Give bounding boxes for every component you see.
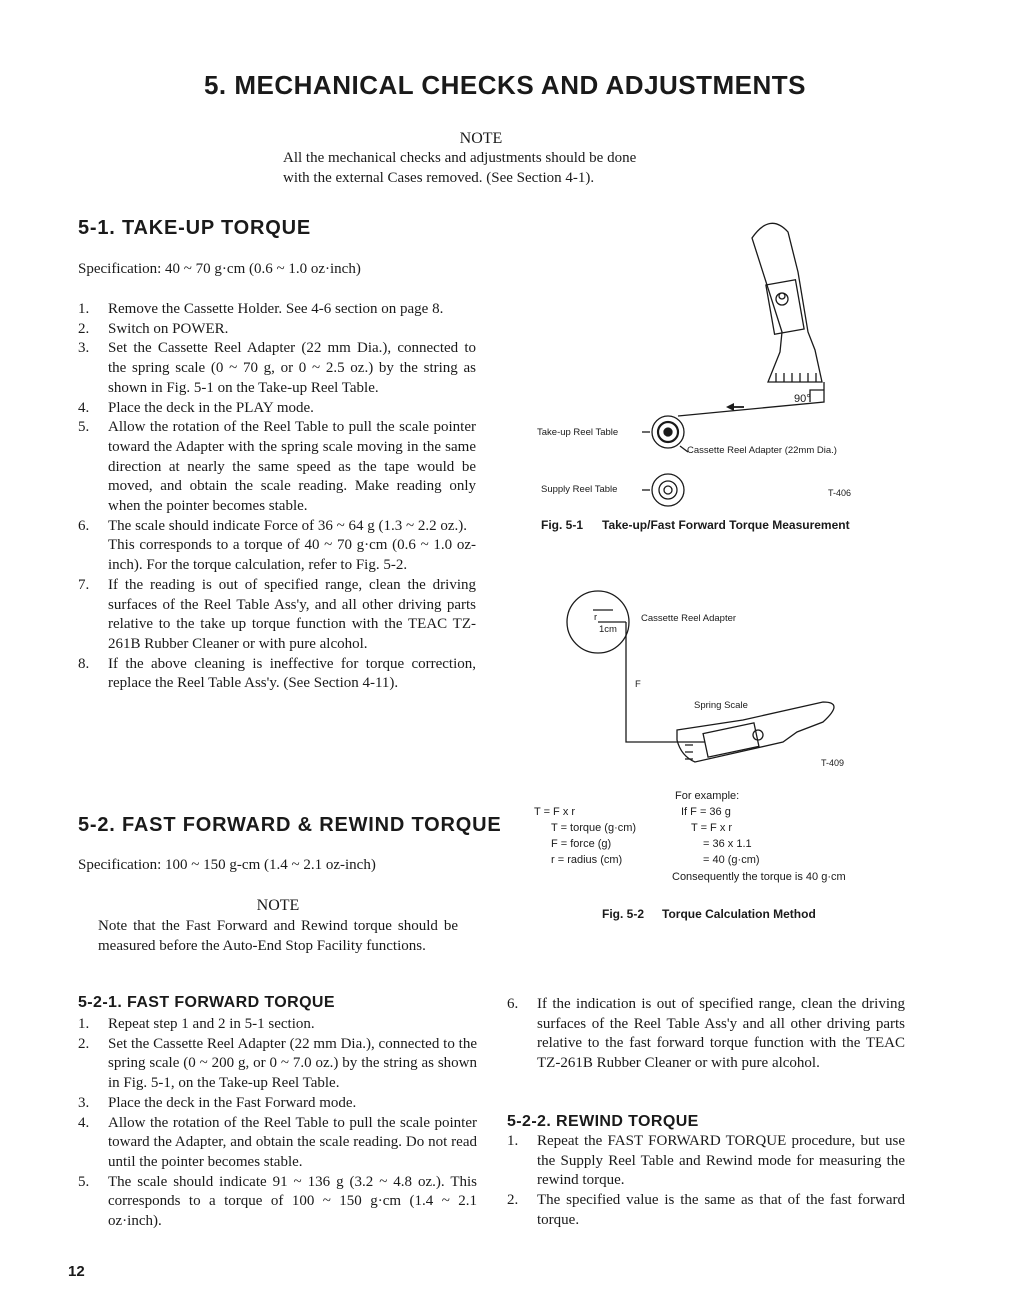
step-text: Set the Cassette Reel Adapter (22 mm Dia.), connected to the spring scale (0 ~ 200 g, or 0 ~ 7.0 oz.) by the string as shown in Fig. 5-1, on the Take-up Reel Table. xyxy=(108,1035,477,1092)
step-text: Repeat step 1 and 2 in 5-1 section. xyxy=(108,1016,315,1032)
list-item xyxy=(78,399,476,419)
fig-5-2-scale-window xyxy=(703,723,759,757)
list-item xyxy=(78,320,476,340)
takeup-reel-hub xyxy=(664,428,672,436)
step-number: 1. xyxy=(507,1133,519,1149)
step-number: 5. xyxy=(78,1173,90,1190)
list-item xyxy=(78,576,476,655)
section-5-2-spec: Specification: 100 ~ 150 g-cm (1.4 ~ 2.1 oz-inch) xyxy=(78,857,376,873)
page-number: 12 xyxy=(68,1263,85,1280)
step-text: The scale should indicate 91 ~ 136 g (3.2 ~ 4.8 oz.). This corresponds to a torque of 100 ~ 150 g·cm (1.4 ~ 2.1 oz·inch). xyxy=(108,1173,477,1230)
supply-reel-ring xyxy=(659,481,677,499)
fig-5-2-scale-label: Spring Scale xyxy=(694,700,748,711)
example-line-6: Consequently the torque is 40 g·cm xyxy=(672,871,846,883)
step-number: 2. xyxy=(78,1035,90,1052)
list-item xyxy=(78,1094,477,1114)
step-number: 3. xyxy=(78,1094,90,1111)
spring-scale-ticks xyxy=(776,373,816,382)
list-item xyxy=(78,517,476,576)
formula-line-1: T = F x r xyxy=(534,806,576,818)
list-item xyxy=(78,418,476,517)
list-item xyxy=(78,1173,477,1232)
example-line-2: If F = 36 g xyxy=(681,806,731,818)
top-note-heading: NOTE xyxy=(459,130,503,147)
fig-5-1-caption-text: Take-up/Fast Forward Torque Measurement xyxy=(602,518,850,532)
section-5-1-spec: Specification: 40 ~ 70 g·cm (0.6 ~ 1.0 oz·inch) xyxy=(78,261,361,277)
section-5-2-note-heading: NOTE xyxy=(256,897,300,914)
step-text: Allow the rotation of the Reel Table to pull the scale pointer toward the Adapter with the spring scale moving in the same direction at nearly the same speed as the tape would be moved, and obtain the scale reading. Make reading only when the pointer becomes stable. xyxy=(108,419,476,515)
example-line-3: T = F x r xyxy=(691,822,733,834)
spring-scale-window xyxy=(766,280,804,334)
fig-5-1-diagram xyxy=(530,210,880,510)
step-number: 3. xyxy=(78,340,90,357)
step-number: 6. xyxy=(507,996,519,1012)
section-5-2-note-text: Note that the Fast Forward and Rewind torque should be measured before the Auto-End Stop Facility functions. xyxy=(98,918,458,954)
section-5-2-1-heading: 5-2-1. FAST FORWARD TORQUE xyxy=(78,994,335,1011)
step-text: If the reading is out of specified range, clean the driving surfaces of the Reel Table Ass'y, and all other driving parts relative to the take up torque function with the TEAC TZ-261B Rubber Cleaner or with pure alcohol. xyxy=(108,576,476,652)
list-item xyxy=(78,339,476,398)
step-number: 7. xyxy=(78,576,90,593)
step-number: 2. xyxy=(507,1192,519,1209)
fig-5-2-r-label: r xyxy=(594,612,598,623)
step-number: 4. xyxy=(78,1114,90,1131)
top-note-line-1: All the mechanical checks and adjustments should be done xyxy=(283,150,637,166)
section-5-1-heading: 5-1. TAKE-UP TORQUE xyxy=(78,217,312,239)
fig-5-2-scale-hook xyxy=(753,730,763,740)
step-number: 1. xyxy=(78,301,90,317)
example-line-1: For example: xyxy=(675,790,740,802)
section-5-2-1-steps-continued xyxy=(507,995,905,1074)
step-text: Place the deck in the Fast Forward mode. xyxy=(108,1094,357,1111)
fig-5-2-adapter-label: Cassette Reel Adapter xyxy=(641,613,737,624)
direction-arrow-head xyxy=(726,403,734,411)
example-line-4: = 36 x 1.1 xyxy=(703,838,752,850)
list-item xyxy=(507,1132,905,1191)
list-item xyxy=(78,1035,477,1094)
step-number: 5. xyxy=(78,419,90,436)
list-item xyxy=(507,995,905,1074)
list-item xyxy=(78,1015,477,1035)
supply-reel-hub xyxy=(664,486,672,494)
spring-scale-hook-inner xyxy=(779,293,785,299)
supply-reel-table xyxy=(652,474,684,506)
page-title: 5. MECHANICAL CHECKS AND ADJUSTMENTS xyxy=(203,70,807,100)
fig-5-2-1cm-label: 1cm xyxy=(599,624,617,635)
step-text: The specified value is the same as that of the fast forward torque. xyxy=(537,1192,905,1228)
step-text: Allow the rotation of the Reel Table to pull the scale pointer toward the Adapter, and obtain the scale reading. Do not read until the pointer becomes stable. xyxy=(108,1114,477,1170)
step-text: The scale should indicate Force of 36 ~ 64 g (1.3 ~ 2.2 oz.). xyxy=(108,517,468,534)
fig-5-1-caption-number: Fig. 5-1 xyxy=(541,518,584,532)
formula-line-3: F = force (g) xyxy=(551,838,612,850)
section-5-2-2-steps xyxy=(507,1132,905,1231)
fig-5-2-caption-text: Torque Calculation Method xyxy=(662,907,816,921)
step-text: If the indication is out of specified range, clean the driving surfaces of the Reel Table Ass'y and all other driving parts relative to the fast forward torque function with the TEAC TZ-261B Rubber Cleaner or with pure alcohol. xyxy=(537,996,905,1072)
list-item xyxy=(507,1191,905,1230)
step-number: 6. xyxy=(78,517,90,534)
fig-5-1-takeup-label: Take-up Reel Table xyxy=(537,427,619,438)
section-5-2-heading: 5-2. FAST FORWARD & REWIND TORQUE xyxy=(78,814,502,836)
step-number: 4. xyxy=(78,399,90,416)
formula-line-4: r = radius (cm) xyxy=(551,854,623,866)
step-text: Switch on POWER. xyxy=(108,320,229,337)
fig-5-2-f-label: F xyxy=(635,679,641,690)
section-5-1-steps xyxy=(78,300,476,694)
step-number: 8. xyxy=(78,655,90,672)
section-5-2-2-heading: 5-2-2. REWIND TORQUE xyxy=(507,1113,699,1130)
step-text: If the above cleaning is ineffective for torque correction, replace the Reel Table Ass'y. (See Section 4-11). xyxy=(108,655,476,692)
fig-5-1-supply-label: Supply Reel Table xyxy=(541,484,618,495)
step-text: Place the deck in the PLAY mode. xyxy=(108,399,314,416)
angle-mark xyxy=(810,390,824,402)
step-number: 2. xyxy=(78,320,90,337)
step-text-extra: This corresponds to a torque of 40 ~ 70 g·cm (0.6 ~ 1.0 oz-inch). For the torque calculation, refer to Fig. 5-2. xyxy=(108,537,476,574)
section-5-2-1-steps xyxy=(78,1015,477,1232)
fig-5-2-code: T-409 xyxy=(821,758,845,768)
example-line-5: = 40 (g·cm) xyxy=(703,854,760,866)
step-number: 1. xyxy=(78,1016,90,1032)
step-text: Remove the Cassette Holder. See 4-6 section on page 8. xyxy=(108,301,444,317)
list-item xyxy=(78,300,476,320)
formula-line-2: T = torque (g·cm) xyxy=(551,822,637,834)
fig-5-1-adapter-label: Cassette Reel Adapter (22mm Dia.) xyxy=(687,445,837,456)
fig-5-2-diagram xyxy=(555,580,865,785)
angle-label: 90° xyxy=(794,393,811,405)
fig-5-1-code: T-406 xyxy=(828,488,852,498)
step-text: Repeat the FAST FORWARD TORQUE procedure, but use the Supply Reel Table and Rewind mode for measuring the rewind torque. xyxy=(537,1133,905,1189)
step-text: Set the Cassette Reel Adapter (22 mm Dia.), connected to the spring scale (0 ~ 70 g, or 0 ~ 2.5 oz.) by the string as shown in Fig. 5-1 on the Take-up Reel Table. xyxy=(108,340,476,396)
fig-5-2-caption-number: Fig. 5-2 xyxy=(602,907,645,921)
list-item xyxy=(78,1114,477,1173)
list-item xyxy=(78,655,476,694)
top-note-line-2: with the external Cases removed. (See Section 4-1). xyxy=(283,170,595,186)
